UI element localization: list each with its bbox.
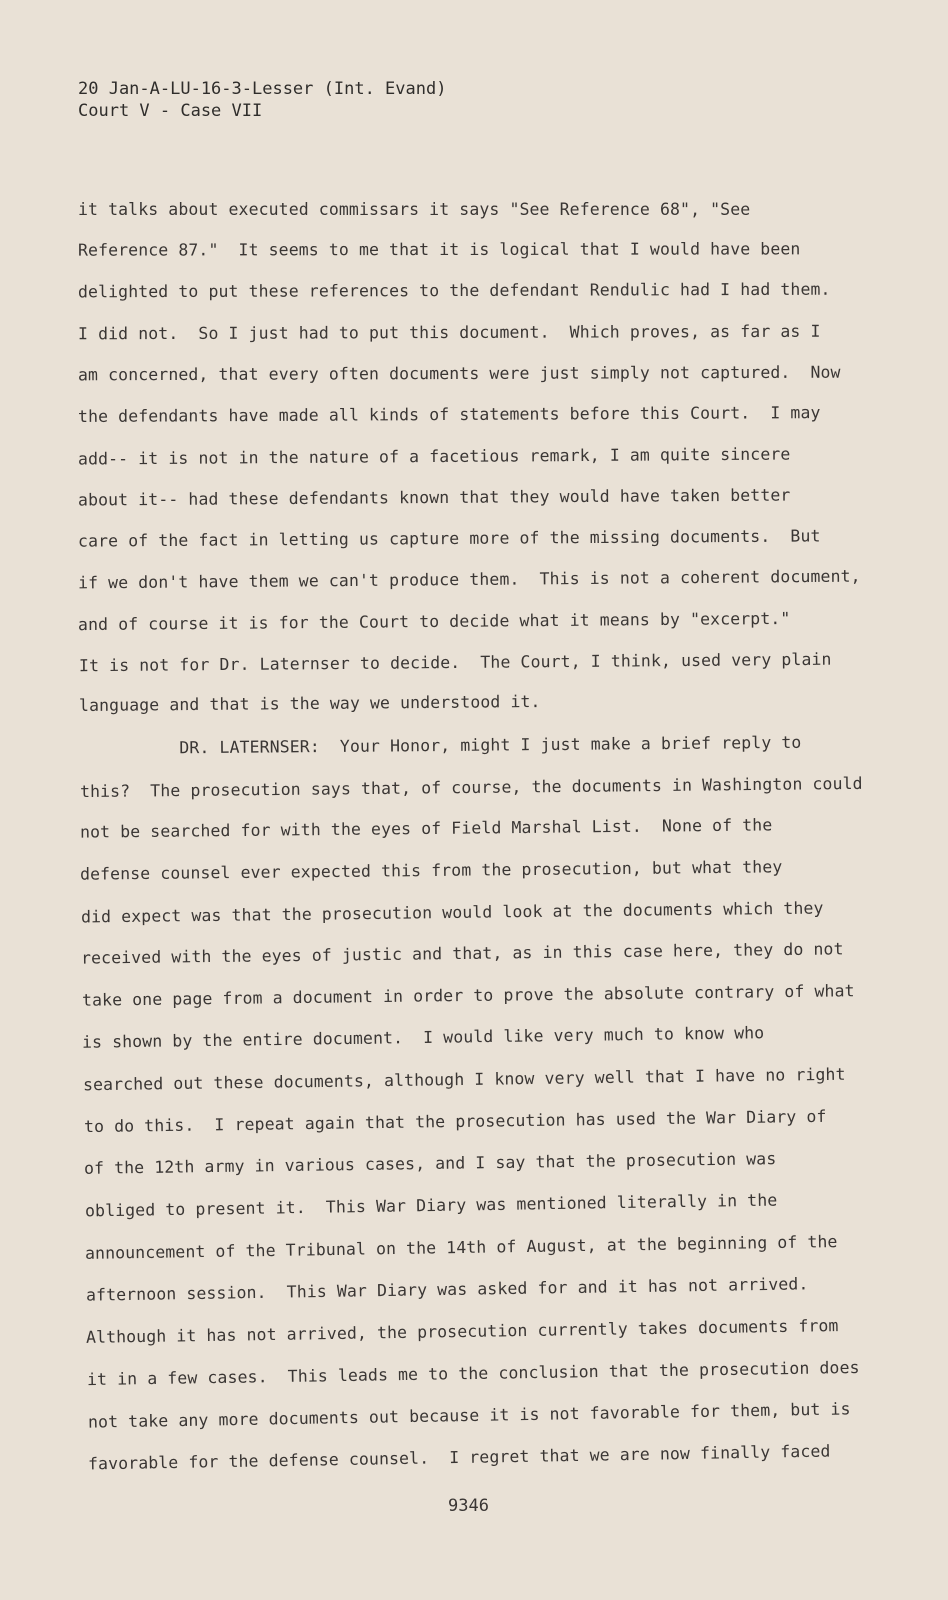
body-line-31: favorable for the defense counsel. I regret that we are now finally faced xyxy=(87,1441,831,1474)
body-line-15: this? The prosecution says that, of course, the documents in Washington could xyxy=(79,773,863,802)
body-line-2: Reference 87." It seems to me that it is logical that I would have been xyxy=(77,239,801,260)
body-line-4: I did not. So I just had to put this document. Which proves, as far as I xyxy=(77,321,821,344)
body-line-27: afternoon session. This War Diary was asked for and it has not arrived. xyxy=(85,1274,809,1305)
body-line-10: if we don't have them we can't produce them. This is not a coherent document, xyxy=(77,566,861,593)
page-number: 9346 xyxy=(448,1496,489,1516)
body-line-20: take one page from a document in order to prove the absolute contrary of what xyxy=(81,981,855,1010)
body-line-12: It is not for Dr. Laternser to decide. The Court, I think, used very plain xyxy=(78,649,832,676)
body-line-3: delighted to put these references to the defendant Rendulic had I had them. xyxy=(77,279,831,302)
body-line-11: and of course it is for the Court to decide what it means by "excerpt." xyxy=(77,608,791,635)
body-line-26: announcement of the Tribunal on the 14th of August, at the beginning of the xyxy=(84,1232,838,1263)
body-line-18: did expect was that the prosecution would look at the documents which they xyxy=(80,898,824,927)
header-case-reference: 20 Jan-A-LU-16-3-Lesser (Int. Evand) xyxy=(78,79,447,99)
body-line-14: DR. LATERNSER: Your Honor, might I just make a brief reply to xyxy=(78,732,802,759)
body-line-29: it in a few cases. This leads me to the conclusion that the prosecution does xyxy=(86,1357,860,1390)
body-line-16: not be searched for with the eyes of Field Marshal List. None of the xyxy=(79,815,773,842)
body-line-19: received with the eyes of justic and that, as in this case here, they do not xyxy=(80,939,844,968)
body-line-30: not take any more documents out because it is not favorable for them, but is xyxy=(87,1399,851,1432)
body-line-13: language and that is the way we understood it. xyxy=(78,691,541,716)
header-court-case: Court V - Case VII xyxy=(78,101,263,121)
body-line-5: am concerned, that every often documents were just simply not captured. Now xyxy=(77,362,841,385)
body-line-21: is shown by the entire document. I would like very much to know who xyxy=(81,1023,765,1052)
body-line-25: obliged to present it. This War Diary was mentioned literally in the xyxy=(84,1190,778,1221)
body-line-23: to do this. I repeat again that the prosecution has used the War Diary of xyxy=(83,1106,827,1137)
body-line-1: it talks about executed commissars it says "See Reference 68", "See xyxy=(78,200,751,219)
body-line-22: searched out these documents, although I know very well that I have no right xyxy=(82,1064,846,1095)
body-line-9: care of the fact in letting us capture more of the missing documents. But xyxy=(77,526,821,551)
body-line-8: about it-- had these defendants known that they would have taken better xyxy=(77,485,791,510)
body-line-6: the defendants have made all kinds of statements before this Court. I may xyxy=(77,403,821,426)
body-line-7: add-- it is not in the nature of a facetious remark, I am quite sincere xyxy=(77,444,791,469)
body-line-24: of the 12th army in various cases, and I say that the prosecution was xyxy=(83,1149,777,1178)
body-line-17: defense counsel ever expected this from the prosecution, but what they xyxy=(79,857,783,884)
body-line-28: Although it has not arrived, the prosecution currently takes documents from xyxy=(85,1316,839,1347)
